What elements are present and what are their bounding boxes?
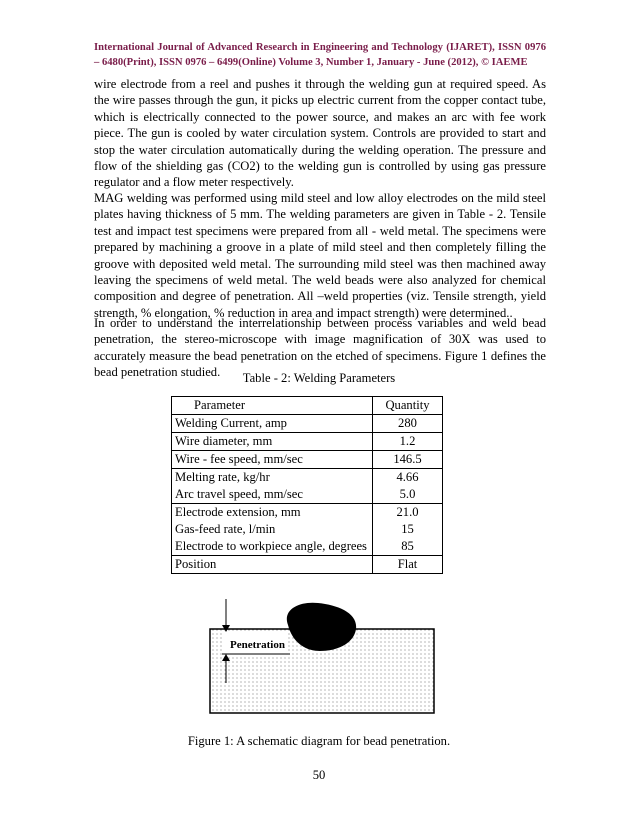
paragraph-penetration: In order to understand the interrelationship between process variables and weld bead penetration, the stereo-microscope with image magnification of 30X was used to accurately measure the bead penetration on the etched of specimens. Figure 1 defines the bead penetration studied. <box>94 316 546 380</box>
parameter-cell: Arc travel speed, mm/sec <box>172 486 373 504</box>
table-row <box>172 556 443 574</box>
quantity-cell: 1.2 <box>373 433 443 451</box>
table-header-row <box>172 397 443 415</box>
table-row <box>172 504 443 522</box>
quantity-cell: 280 <box>373 415 443 433</box>
table-caption: Table - 2: Welding Parameters <box>242 371 396 385</box>
parameter-cell: Electrode extension, mm <box>172 504 373 522</box>
parameter-cell: Welding Current, amp <box>172 415 373 433</box>
parameter-cell: Melting rate, kg/hr <box>172 469 373 487</box>
penetration-label: Penetration <box>230 639 285 651</box>
quantity-cell: Flat <box>373 556 443 574</box>
header-quantity: Quantity <box>373 397 443 415</box>
quantity-cell: 85 <box>373 538 443 556</box>
header-parameter: Parameter <box>172 397 373 415</box>
journal-header: International Journal of Advanced Research in Engineering and Technology (IJARET), ISSN 0976 – 6480(Print), ISSN 0976 – 6499(Online) Volume 3, Number 1, January - June (2012), © IAEME <box>94 42 546 68</box>
table-row <box>172 486 443 504</box>
table-row <box>172 521 443 538</box>
paragraph-gun-description: wire electrode from a reel and pushes it through the welding gun at required speed. As the wire passes through the gun, it picks up electric current from the copper contact tube, which is electrically connected to the power source, and makes an arc with fee work piece. The gun is cooled by water circulation system. Controls are provided to start and stop the water circulation automatically during the welding operation. The pressure and flow of the shielding gas (CO2) to the welding gun is controlled by using gas pressure regulator and a flow meter respectively. <box>94 77 546 190</box>
table-row <box>172 433 443 451</box>
page-number: 50 <box>312 768 326 782</box>
parameter-cell: Gas-feed rate, l/min <box>172 521 373 538</box>
welding-parameters-table <box>171 396 443 574</box>
quantity-cell: 15 <box>373 521 443 538</box>
parameter-cell: Wire - fee speed, mm/sec <box>172 451 373 469</box>
quantity-cell: 146.5 <box>373 451 443 469</box>
parameter-cell: Position <box>172 556 373 574</box>
figure-caption: Figure 1: A schematic diagram for bead penetration. <box>187 734 451 748</box>
parameter-cell: Wire diameter, mm <box>172 433 373 451</box>
quantity-cell: 21.0 <box>373 504 443 522</box>
table-row <box>172 451 443 469</box>
parameter-cell: Electrode to workpiece angle, degrees <box>172 538 373 556</box>
paragraph-mag-welding: MAG welding was performed using mild steel and low alloy electrodes on the mild steel plates having thickness of 5 mm. The welding parameters are given in Table - 2. Tensile test and impact test specimens were prepared from all - weld metal. The specimens were prepared by machining a groove in a plate of mild steel and then completely filling the groove with deposited weld metal. The surrounding mild steel was then machined away leaving the specimens of weld metal. The weld beads were also analyzed for chemical composition and degree of penetration. All –weld properties (viz. Tensile strength, yield strength, % elongation, % reduction in area and impact strength) were determined.. <box>94 191 546 320</box>
bead-penetration-diagram <box>208 597 440 715</box>
table-row <box>172 415 443 433</box>
table-row <box>172 469 443 487</box>
table-row <box>172 538 443 556</box>
quantity-cell: 4.66 <box>373 469 443 487</box>
quantity-cell: 5.0 <box>373 486 443 504</box>
